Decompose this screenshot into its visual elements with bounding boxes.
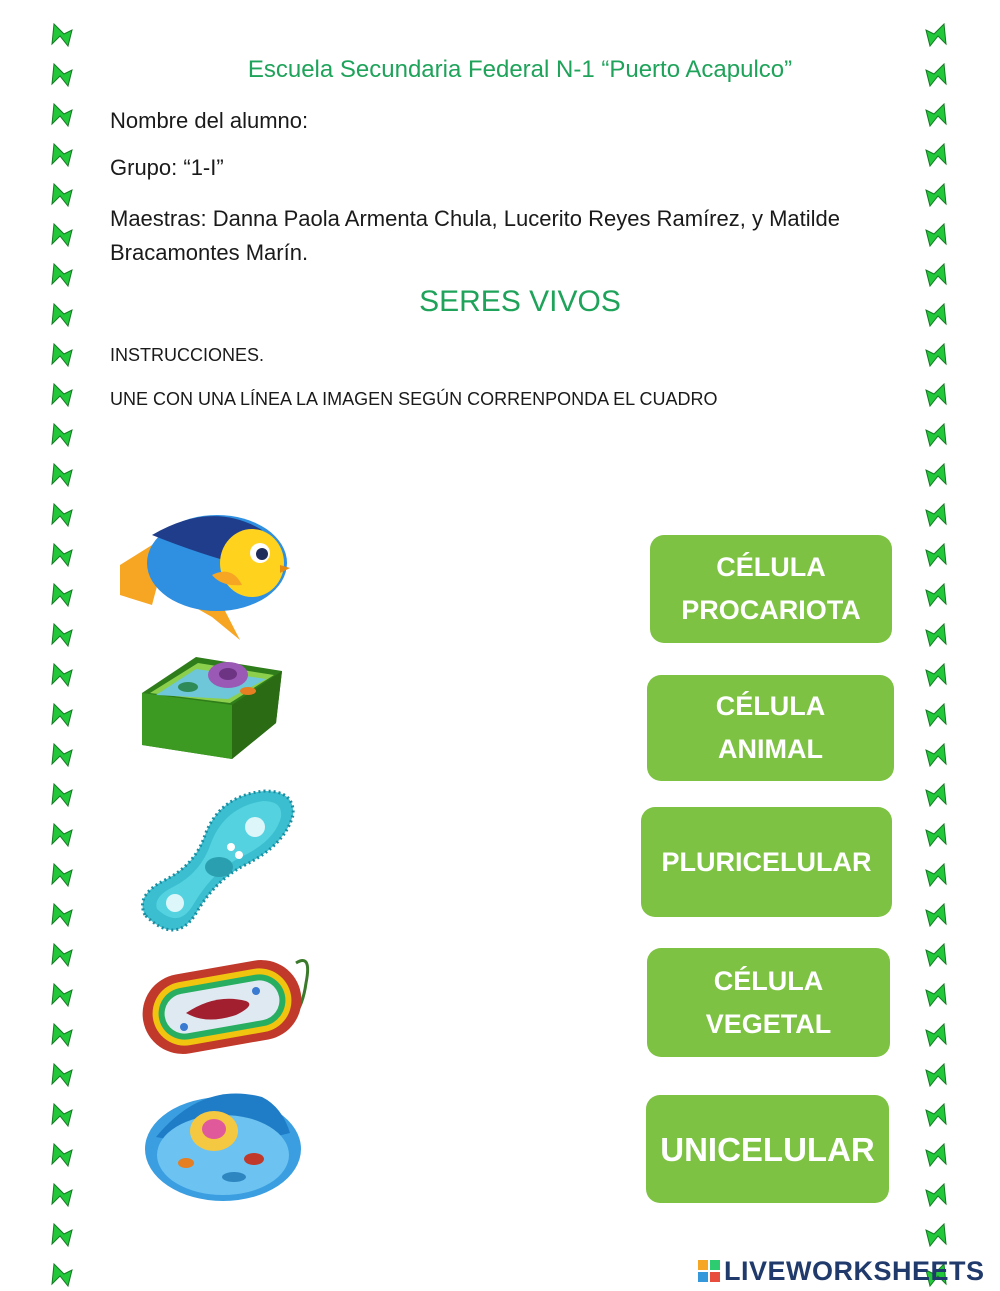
vine-leaf-icon — [52, 104, 72, 126]
vine-leaf-icon — [926, 1144, 946, 1166]
vine-leaf-icon — [52, 664, 72, 686]
liveworksheets-logo — [698, 1256, 985, 1286]
vine-leaf-icon — [926, 504, 946, 526]
vine-leaf-icon — [926, 384, 946, 406]
vine-leaf-icon — [926, 264, 946, 286]
vine-leaf-icon — [926, 624, 946, 646]
vine-leaf-icon — [52, 784, 72, 806]
vine-leaf-icon — [926, 984, 946, 1006]
vine-leaf-icon — [52, 1104, 72, 1126]
vine-leaf-icon — [52, 1264, 72, 1286]
vine-leaf-icon — [926, 544, 946, 566]
vine-leaf-icon — [52, 504, 72, 526]
vine-leaf-icon — [926, 224, 946, 246]
student-name-label: Nombre del alumno: — [110, 108, 309, 133]
teachers-label: Maestras: Danna Paola Armenta Chula, Lucerito Reyes Ramírez, y Matilde Bracamontes Marín. — [110, 206, 840, 265]
vine-leaf-icon — [52, 584, 72, 606]
vine-leaf-icon — [52, 464, 72, 486]
fish-icon[interactable] — [112, 505, 292, 643]
instructions-text: UNE CON UNA LÍNEA LA IMAGEN SEGÚN CORRENPONDA EL CUADRO — [110, 389, 718, 409]
vine-leaf-icon — [52, 864, 72, 886]
vine-leaf-icon — [52, 384, 72, 406]
vine-leaf-icon — [52, 624, 72, 646]
instructions-heading: INSTRUCCIONES. — [110, 345, 265, 365]
vine-leaf-icon — [926, 1184, 946, 1206]
bacteria-icon[interactable] — [136, 943, 316, 1061]
vine-leaf-icon — [926, 864, 946, 886]
vine-leaf-icon — [926, 424, 946, 446]
vine-leaf-icon — [52, 944, 72, 966]
right-vine-border — [910, 0, 960, 1291]
vine-leaf-icon — [52, 224, 72, 246]
brand-name: LIVEWORKSHEETS — [724, 1255, 985, 1286]
vine-leaf-icon — [52, 1064, 72, 1086]
vine-leaf-icon — [926, 104, 946, 126]
page-title: SERES VIVOS — [419, 285, 621, 318]
vine-leaf-icon — [926, 904, 946, 926]
vine-leaf-icon — [52, 984, 72, 1006]
vine-leaf-icon — [52, 144, 72, 166]
left-vine-border — [38, 0, 88, 1291]
vine-leaf-icon — [52, 744, 72, 766]
vine-leaf-icon — [52, 904, 72, 926]
vine-leaf-icon — [926, 24, 946, 46]
vine-leaf-icon — [926, 704, 946, 726]
vine-leaf-icon — [926, 464, 946, 486]
answer-box-procariota[interactable]: CÉLULA PROCARIOTA — [650, 535, 892, 643]
vine-leaf-icon — [926, 1064, 946, 1086]
vine-leaf-icon — [926, 1224, 946, 1246]
vine-leaf-icon — [926, 144, 946, 166]
vine-leaf-icon — [52, 824, 72, 846]
answer-box-pluricelular[interactable]: PLURICELULAR — [641, 807, 892, 917]
vine-leaf-icon — [52, 1184, 72, 1206]
answer-box-unicelular[interactable]: UNICELULAR — [646, 1095, 889, 1203]
vine-leaf-icon — [52, 1144, 72, 1166]
vine-leaf-icon — [926, 344, 946, 366]
school-name: Escuela Secundaria Federal N-1 “Puerto Acapulco” — [247, 56, 793, 83]
vine-leaf-icon — [52, 24, 72, 46]
vine-leaf-icon — [926, 584, 946, 606]
vine-leaf-icon — [926, 1104, 946, 1126]
vine-leaf-icon — [926, 744, 946, 766]
vine-leaf-icon — [52, 184, 72, 206]
answer-box-animal[interactable]: CÉLULA ANIMAL — [647, 675, 894, 781]
group-label: Grupo: “1-I” — [110, 155, 224, 180]
vine-leaf-icon — [52, 1224, 72, 1246]
vine-leaf-icon — [926, 184, 946, 206]
vine-leaf-icon — [926, 1024, 946, 1046]
vine-leaf-icon — [52, 1024, 72, 1046]
animal-cell-icon[interactable] — [142, 1077, 304, 1205]
vine-leaf-icon — [926, 784, 946, 806]
vine-leaf-icon — [926, 824, 946, 846]
vine-leaf-icon — [52, 544, 72, 566]
vine-leaf-icon — [926, 944, 946, 966]
vine-leaf-icon — [926, 664, 946, 686]
vine-leaf-icon — [52, 344, 72, 366]
plant-cell-icon[interactable] — [136, 653, 286, 763]
vine-leaf-icon — [52, 264, 72, 286]
liveworksheets-logo-icon — [698, 1260, 720, 1282]
vine-leaf-icon — [52, 424, 72, 446]
vine-leaf-icon — [52, 704, 72, 726]
answer-box-vegetal[interactable]: CÉLULA VEGETAL — [647, 948, 890, 1057]
paramecium-icon[interactable] — [135, 785, 297, 943]
